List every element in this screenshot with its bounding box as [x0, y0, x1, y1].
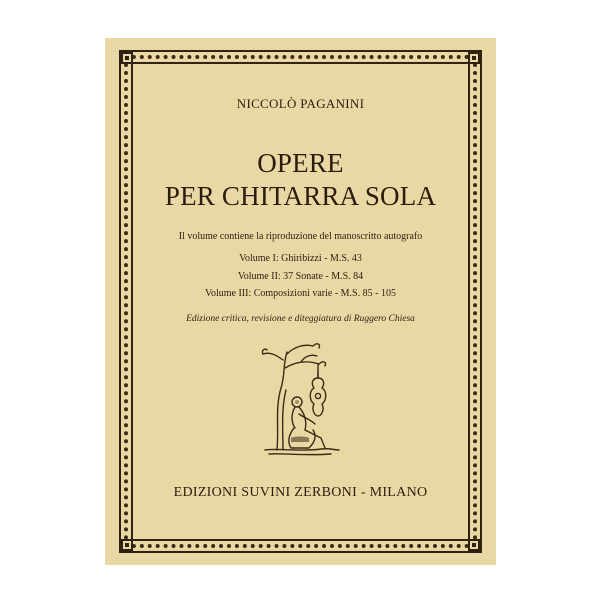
book-cover [105, 38, 496, 565]
edition-credit: Edizione critica, revisione e diteggiatura di Ruggero Chiesa [186, 314, 415, 324]
composer-name: NICCOLÒ PAGANINI [236, 96, 365, 111]
corner-ornament-bottom-right [468, 539, 480, 551]
volume-3-line: Volume III: Composizioni varie - M.S. 85 - 105 [205, 288, 396, 299]
title-line-2: PER CHITARRA SOLA [164, 181, 437, 211]
engraving-illustration [261, 338, 341, 458]
corner-ornament-top-left [121, 52, 133, 64]
title-line-1: OPERE [257, 148, 344, 178]
publisher-name: EDIZIONI SUVINI ZERBONI - MILANO [173, 485, 428, 500]
cover-border-inner [131, 62, 470, 541]
volume-1-line: Volume I: Ghiribizzi - M.S. 43 [239, 253, 362, 264]
corner-ornament-bottom-left [121, 539, 133, 551]
corner-ornament-top-right [468, 52, 480, 64]
volume-2-line: Volume II: 37 Sonate - M.S. 84 [237, 271, 364, 282]
volume-description: Il volume contiene la riproduzione del manoscritto autografo [178, 231, 423, 242]
